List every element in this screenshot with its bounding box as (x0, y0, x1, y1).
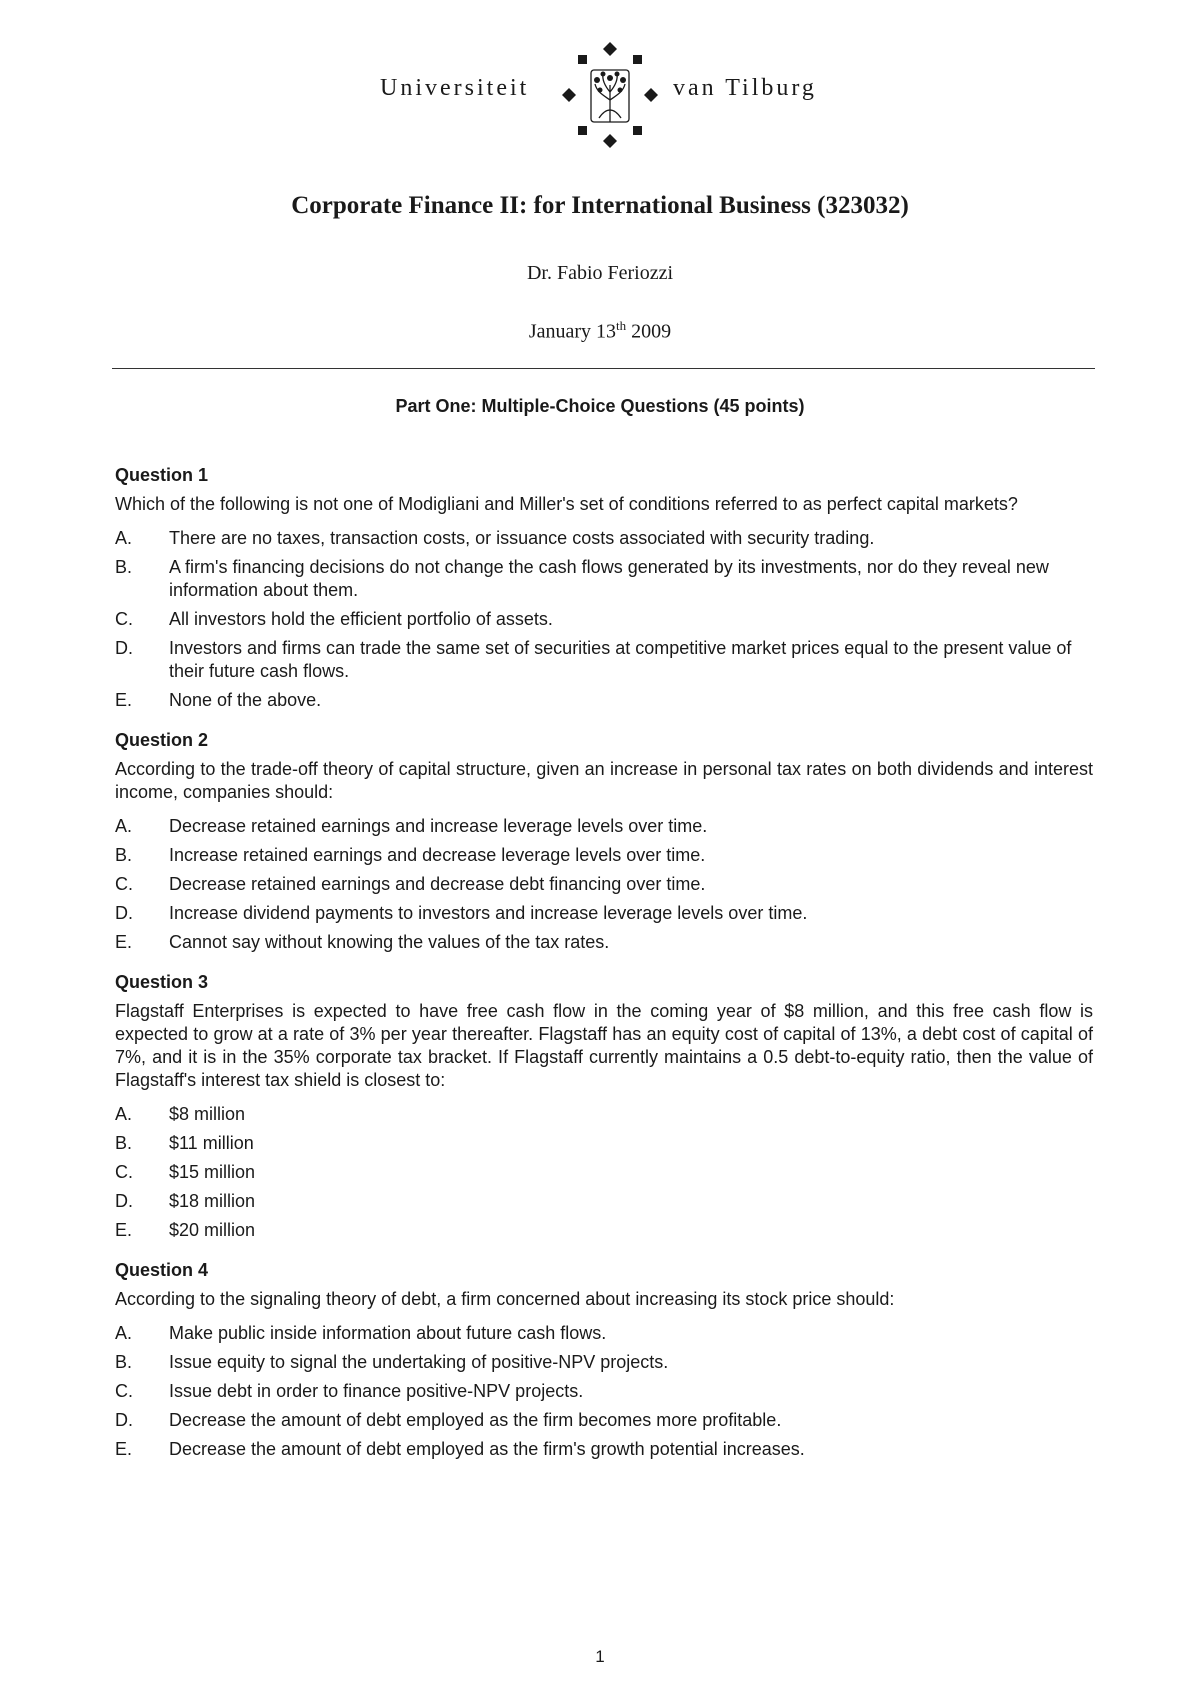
option-text: Decrease retained earnings and decrease debt financing over time. (169, 874, 706, 894)
answer-option (115, 1438, 1093, 1461)
answer-option (115, 527, 1093, 550)
option-letter: D. (115, 638, 133, 658)
option-text: Increase retained earnings and decrease leverage levels over time. (169, 845, 706, 865)
answer-option (115, 689, 1093, 712)
option-text: A firm's financing decisions do not change the cash flows generated by its investments, nor do they reveal new information about them. (169, 557, 1049, 600)
option-text: Issue debt in order to finance positive-NPV projects. (169, 1381, 584, 1401)
answer-option (115, 1409, 1093, 1432)
option-letter: E. (115, 932, 133, 952)
answer-option (115, 931, 1093, 954)
option-letter: A. (115, 528, 133, 548)
answer-options (115, 1103, 1093, 1242)
question-4 (115, 1259, 1093, 1461)
option-text: Increase dividend payments to investors and increase leverage levels over time. (169, 903, 808, 923)
question-text: According to the signaling theory of debt, a firm concerned about increasing its stock price should: (115, 1289, 895, 1309)
answer-option (115, 1322, 1093, 1345)
date-prefix: January 13 (528, 320, 617, 343)
part-heading: Part One: Multiple-Choice Questions (45 points) (395, 396, 805, 416)
question-title: Question 1 (115, 465, 209, 485)
option-text: $11 million (169, 1133, 254, 1153)
date-superscript: th (616, 318, 627, 333)
option-text: None of the above. (169, 690, 322, 710)
option-text: $18 million (169, 1191, 256, 1211)
question-text: Flagstaff Enterprises is expected to have free cash flow in the coming year of $8 million, and this free cash flow is expected to grow at a rate of 3% per year thereafter. Flagstaff has an equity cost of capital of 13%, a debt cost of capital of 7%, and it is in the 35% corporate tax bracket. If Flagstaff currently maintains a 0.5 debt-to-equity ratio, then the value of Flagstaff's interest tax shield is closest to: (115, 1001, 1093, 1090)
question-title: Question 4 (115, 1260, 209, 1280)
question-text: Which of the following is not one of Modigliani and Miller's set of conditions referred to as perfect capital markets? (115, 494, 1018, 514)
question-text: According to the trade-off theory of capital structure, given an increase in personal tax rates on both dividends and interest income, companies should: (115, 759, 1093, 802)
option-text: $20 million (169, 1220, 256, 1240)
course-title: Corporate Finance II: for International Business (323032) (291, 192, 909, 219)
answer-option (115, 1103, 1093, 1126)
option-letter: D. (115, 1410, 133, 1430)
exam-date (0, 318, 1200, 344)
answer-option (115, 637, 1093, 683)
answer-option (115, 1190, 1093, 1213)
question-title: Question 2 (115, 730, 209, 750)
logo-text-right: van Tilburg (673, 75, 817, 101)
option-letter: D. (115, 903, 133, 923)
option-text: Make public inside information about future cash flows. (169, 1323, 607, 1343)
answer-options (115, 527, 1093, 712)
option-letter: A. (115, 1104, 133, 1124)
page-number: 1 (595, 1647, 605, 1666)
horizontal-divider (112, 368, 1095, 369)
option-text: Decrease the amount of debt employed as the firm's growth potential increases. (169, 1439, 805, 1459)
question-1 (115, 464, 1093, 712)
option-letter: C. (115, 874, 133, 894)
option-text: Issue equity to signal the undertaking of positive-NPV projects. (169, 1352, 669, 1372)
option-letter: E. (115, 1439, 133, 1459)
answer-option (115, 873, 1093, 896)
option-letter: E. (115, 690, 133, 710)
tree-emblem-icon (555, 40, 665, 150)
date-suffix: 2009 (626, 320, 672, 343)
answer-option (115, 1351, 1093, 1374)
question-title: Question 3 (115, 972, 209, 992)
option-text: Decrease the amount of debt employed as the firm becomes more profitable. (169, 1410, 782, 1430)
answer-option (115, 1132, 1093, 1155)
option-letter: C. (115, 609, 133, 629)
option-letter: C. (115, 1381, 133, 1401)
option-letter: B. (115, 1352, 133, 1372)
answer-option (115, 1161, 1093, 1184)
option-text: Cannot say without knowing the values of the tax rates. (169, 932, 610, 952)
option-text: There are no taxes, transaction costs, or issuance costs associated with security trading. (169, 528, 875, 548)
university-logo (0, 20, 1200, 130)
option-text: $15 million (169, 1162, 256, 1182)
option-text: $8 million (169, 1104, 246, 1124)
answer-options (115, 815, 1093, 954)
option-letter: B. (115, 1133, 133, 1153)
option-text: All investors hold the efficient portfolio of assets. (169, 609, 553, 629)
question-3 (115, 971, 1093, 1242)
answer-option (115, 1380, 1093, 1403)
option-text: Decrease retained earnings and increase leverage levels over time. (169, 816, 708, 836)
logo-text-left: Universiteit (380, 75, 530, 101)
answer-option (115, 1219, 1093, 1242)
option-letter: B. (115, 845, 133, 865)
author-name: Dr. Fabio Feriozzi (526, 262, 674, 284)
questions-section (115, 464, 1093, 1478)
answer-option (115, 844, 1093, 867)
answer-option (115, 815, 1093, 838)
option-letter: A. (115, 816, 133, 836)
option-letter: D. (115, 1191, 133, 1211)
option-letter: C. (115, 1162, 133, 1182)
option-letter: B. (115, 557, 133, 577)
answer-options (115, 1322, 1093, 1461)
answer-option (115, 902, 1093, 925)
question-2 (115, 729, 1093, 954)
option-text: Investors and firms can trade the same set of securities at competitive market prices equal to the present value of their future cash flows. (169, 638, 1072, 681)
answer-option (115, 608, 1093, 631)
answer-option (115, 556, 1093, 602)
option-letter: E. (115, 1220, 133, 1240)
option-letter: A. (115, 1323, 133, 1343)
